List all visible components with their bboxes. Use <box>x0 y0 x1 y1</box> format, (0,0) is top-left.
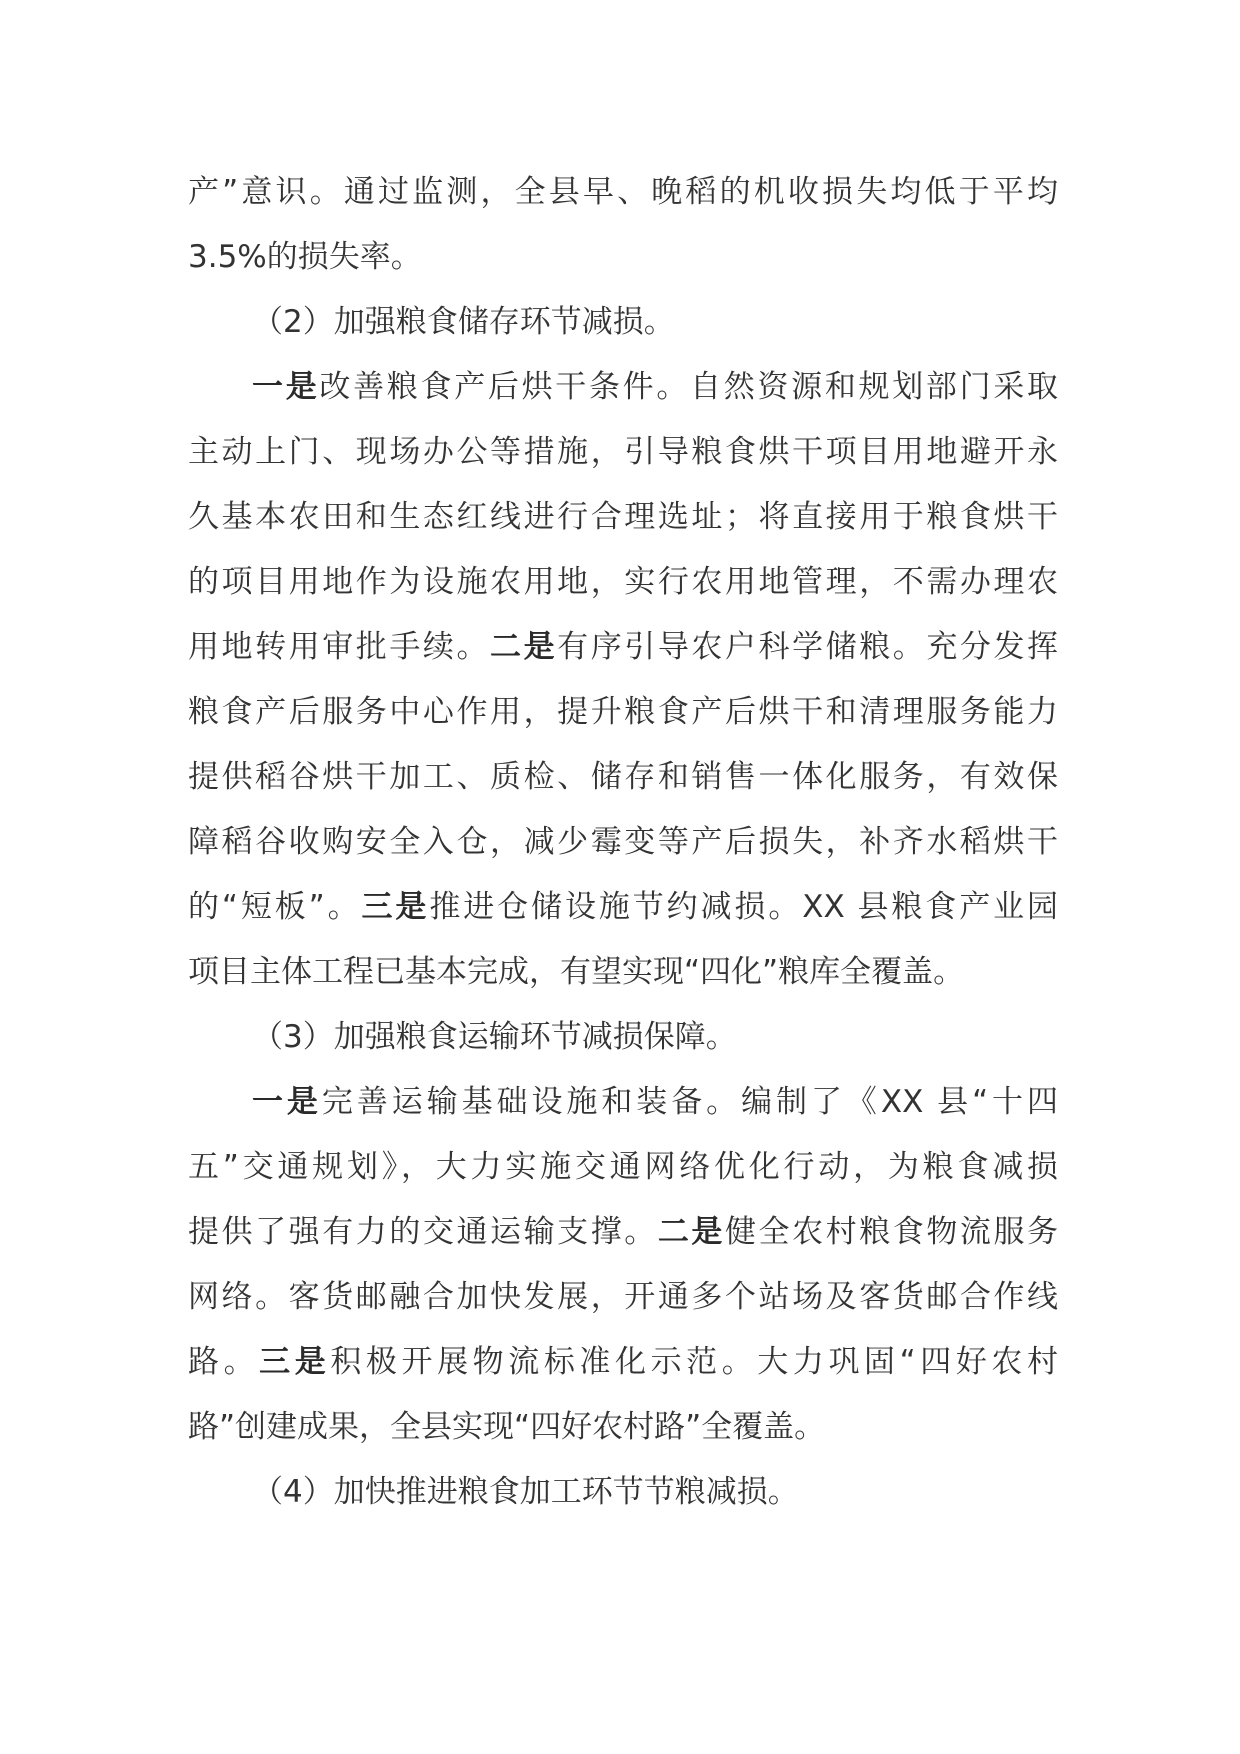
text-run: 3.5%的损失率。 <box>188 239 422 275</box>
text-line <box>188 940 1058 1005</box>
text-line <box>188 810 1058 875</box>
bold-marker: 一是 <box>252 369 320 405</box>
text-line <box>188 420 1058 485</box>
text-run: 的项目用地作为设施农用地，实行农用地管理，不需办理农 <box>188 564 1058 600</box>
text-line <box>188 1135 1058 1200</box>
text-run: 五”交通规划》，大力实施交通网络优化行动，为粮食减损 <box>188 1149 1058 1185</box>
text-line <box>188 550 1058 615</box>
text-line <box>188 225 1058 290</box>
text-line <box>188 1005 1058 1070</box>
text-run: 完善运输基础设施和装备。编制了《XX 县“十四 <box>321 1084 1058 1120</box>
text-run: 路。 <box>188 1344 260 1380</box>
bold-marker: 一是 <box>252 1084 322 1120</box>
text-run: 久基本农田和生态红线进行合理选址；将直接用于粮食烘干 <box>188 499 1058 535</box>
text-run: （4）加快推进粮食加工环节节粮减损。 <box>252 1474 799 1510</box>
text-line <box>188 615 1058 680</box>
document-page <box>188 160 1058 1525</box>
bold-marker: 二是 <box>490 629 558 665</box>
text-run: （3）加强粮食运输环节减损保障。 <box>252 1019 737 1055</box>
text-run: 产”意识。通过监测，全县早、晚稻的机收损失均低于平均 <box>188 174 1058 210</box>
text-line <box>188 1070 1058 1135</box>
text-run: （2）加强粮食储存环节减损。 <box>252 304 675 340</box>
text-line <box>188 745 1058 810</box>
text-line <box>188 355 1058 420</box>
text-run: 提供稻谷烘干加工、质检、储存和销售一体化服务，有效保 <box>188 759 1058 795</box>
text-line <box>188 290 1058 355</box>
text-run: 积极开展物流标准化示范。大力巩固“四好农村 <box>330 1344 1059 1380</box>
text-run: 主动上门、现场办公等措施，引导粮食烘干项目用地避开永 <box>188 434 1058 470</box>
text-run: 改善粮食产后烘干条件。自然资源和规划部门采取 <box>319 369 1059 405</box>
text-run: 的“短板”。 <box>188 889 362 925</box>
bold-marker: 二是 <box>657 1214 725 1250</box>
text-run: 用地转用审批手续。 <box>188 629 491 665</box>
text-run: 提供了强有力的交通运输支撑。 <box>188 1214 658 1250</box>
text-line <box>188 680 1058 745</box>
text-run: 推进仓储设施节约减损。XX 县粮食产业园 <box>429 889 1059 925</box>
text-line <box>188 1460 1058 1525</box>
text-line <box>188 485 1058 550</box>
bold-marker: 三是 <box>259 1344 331 1380</box>
text-run: 路”创建成果，全县实现“四好农村路”全覆盖。 <box>188 1409 826 1445</box>
text-run: 健全农村粮食物流服务 <box>724 1214 1059 1250</box>
text-line <box>188 1395 1058 1460</box>
text-line <box>188 875 1058 940</box>
text-line <box>188 1330 1058 1395</box>
text-run: 项目主体工程已基本完成，有望实现“四化”粮库全覆盖。 <box>188 954 965 990</box>
text-line <box>188 1265 1058 1330</box>
text-run: 粮食产后服务中心作用，提升粮食产后烘干和清理服务能力 <box>188 694 1058 730</box>
text-run: 障稻谷收购安全入仓，减少霉变等产后损失，补齐水稻烘干 <box>188 824 1058 860</box>
text-run: 网络。客货邮融合加快发展，开通多个站场及客货邮合作线 <box>188 1279 1058 1315</box>
text-run: 有序引导农户科学储粮。充分发挥 <box>557 629 1059 665</box>
bold-marker: 三是 <box>361 889 430 925</box>
text-line <box>188 160 1058 225</box>
text-line <box>188 1200 1058 1265</box>
